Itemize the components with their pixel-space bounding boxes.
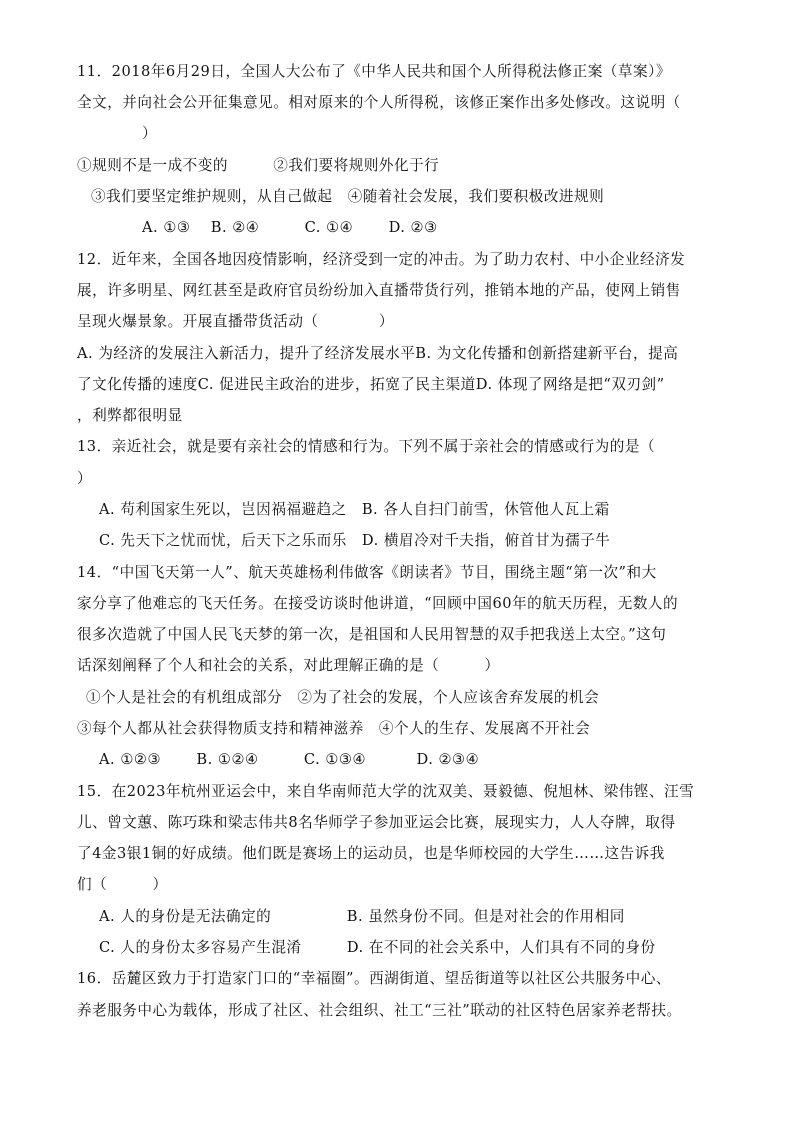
question-12-options-line-3: ，利弊都很明显 — [77, 407, 183, 424]
question-16-stem-line-1: 16．岳麓区致力于打造家门口的“幸福圈”。西湖街道、望岳街道等以社区公共服务中心、 — [77, 970, 671, 987]
question-11-answer-bracket: ） — [142, 125, 158, 142]
question-12-stem-line-2: 展，许多明星、网红甚至是政府官员纷纷加入直播带货行列，推销本地的产品，使网上销售 — [77, 282, 681, 299]
question-14-options: A. ①②③ B. ①②④ C. ①③④ D. ②③④ — [99, 751, 480, 768]
question-11-options: A. ①③ B. ②④ C. ①④ D. ②③ — [142, 219, 438, 236]
question-14-stem-line-4: 话深刻阐释了个人和社会的关系，对此理解正确的是（ ） — [77, 657, 500, 674]
question-14-stem-line-1: 14．“中国飞天第一人”、航天英雄杨利伟做客《朗读者》节目，围绕主题“第一次”和大 — [77, 564, 657, 581]
question-15-stem-line-3: 了4金3银1铜的好成绩。他们既是赛场上的运动员，也是华师校园的大学生……这告诉我 — [77, 845, 665, 862]
question-13-options-line-2: C. 先天下之忧而忧，后天下之乐而乐 D. 横眉冷对千夫指，俯首甘为孺子牛 — [99, 532, 611, 549]
question-15-options-line-2: C. 人的身份太多容易产生混淆 D. 在不同的社会关系中，人们具有不同的身份 — [99, 939, 656, 956]
question-11-stem-line-2: 全文，并向社会公开征集意见。相对原来的个人所得税，该修正案作出多处修改。这说明（ — [77, 94, 681, 111]
question-12-options-line-1: A. 为经济的发展注入新活力，提升了经济发展水平B. 为文化传播和创新搭建新平台，提高 — [77, 345, 679, 362]
question-15-options-line-1: A. 人的身份是无法确定的 B. 虽然身份不同。但是对社会的作用相同 — [99, 908, 625, 925]
question-14-stem-line-2: 家分享了他难忘的飞天任务。在接受访谈时他讲道，“回顾中国60年的航天历程，无数人的 — [77, 595, 679, 612]
question-13-options-line-1: A. 苟利国家生死以，岂因祸福避趋之 B. 各人自扫门前雪，休管他人瓦上霜 — [99, 501, 610, 518]
question-15-stem-line-4: 们（ ） — [77, 876, 168, 893]
question-12-stem-line-1: 12．近年来，全国各地因疫情影响，经济受到一定的冲击。为了助力农村、中小企业经济发 — [77, 251, 686, 268]
question-11-statements-line-2: ③我们要坚定维护规则，从自己做起 ④随着社会发展，我们要积极改进规则 — [91, 188, 605, 205]
question-14-statements-line-1: ①个人是社会的有机组成部分 ②为了社会的发展，个人应该舍弃发展的机会 — [86, 689, 600, 706]
question-13-stem-line-1: 13．亲近社会，就是要有亲社会的情感和行为。下列不属于亲社会的情感或行为的是（ — [77, 438, 656, 455]
question-12-stem-line-3: 呈现火爆景象。开展直播带货活动（ ） — [77, 313, 394, 330]
question-11-stem-line-1: 11．2018年6月29日，全国人大公布了《中华人民共和国个人所得税法修正案（草案）》 — [77, 63, 671, 80]
question-13-answer-bracket: ） — [77, 470, 93, 487]
question-11-statements-line-1: ①规则不是一成不变的 ②我们要将规则外化于行 — [77, 157, 440, 174]
question-15-stem-line-1: 15．在2023年杭州亚运会中，来自华南师范大学的沈双美、聂毅德、倪旭林、梁伟铿、汪雪 — [77, 783, 695, 800]
question-14-stem-line-3: 很多次造就了中国人民飞天梦的第一次，是祖国和人民用智慧的双手把我送上太空。”这句 — [77, 626, 667, 643]
question-14-statements-line-2: ③每个人都从社会获得物质支持和精神滋养 ④个人的生存、发展离不开社会 — [77, 720, 591, 737]
question-12-options-line-2: 了文化传播的速度C. 促进民主政治的进步，拓宽了民主渠道D. 体现了网络是把“双刃剑” — [77, 376, 665, 393]
question-15-stem-line-2: 儿、曾文蕙、陈巧珠和梁志伟共8名华师学子参加亚运会比赛，展现实力，人人夺牌，取得 — [77, 814, 676, 831]
question-16-stem-line-2: 养老服务中心为载体，形成了社区、社会组织、社工“三社”联动的社区特色居家养老帮扶。 — [77, 1002, 682, 1019]
